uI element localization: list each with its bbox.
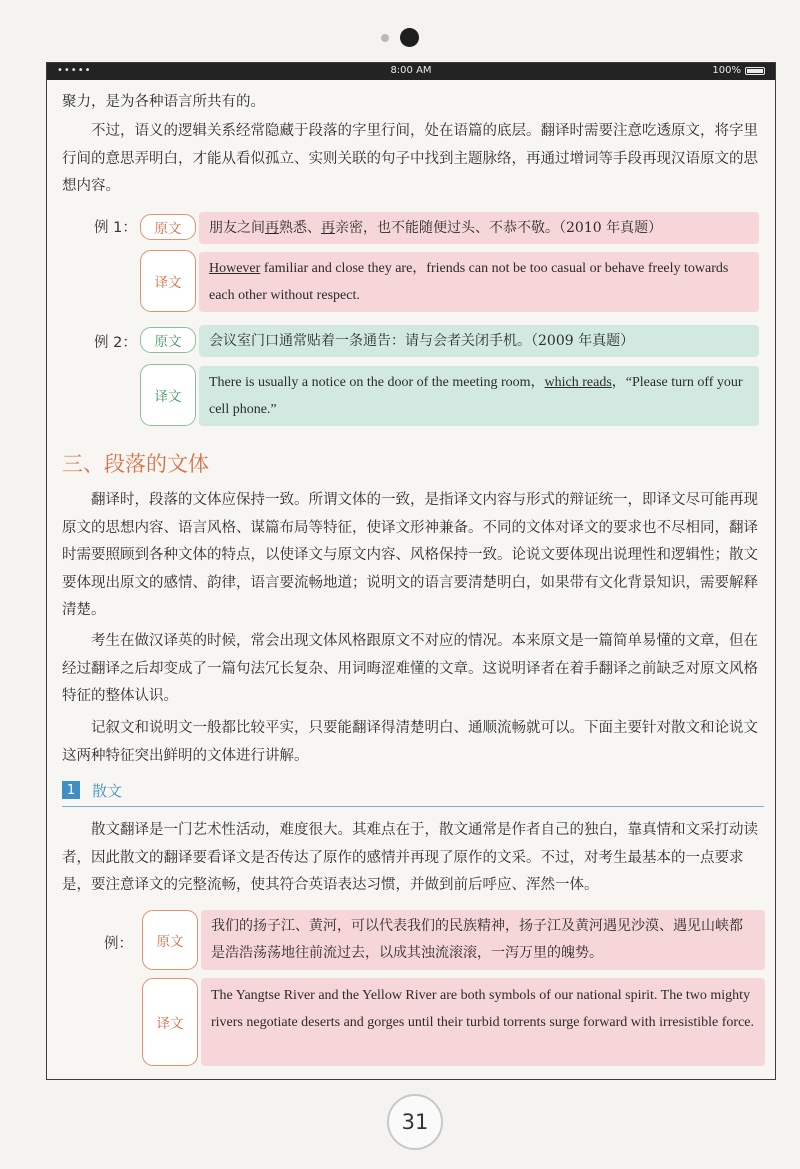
example-3-translation-box xyxy=(201,978,765,1066)
example-3-source-text: 我们的扬子江、黄河，可以代表我们的民族精神，扬子江及黄河遇见沙漠、遇见山峡都是浩浩荡荡地往前流过去，以成其浊流滚滚，一泻万里的魄势。 xyxy=(211,918,743,961)
subsection-title: 散文 xyxy=(92,782,123,800)
example-2-label: 例 2： xyxy=(94,335,137,351)
paragraph-3: 翻译时，段落的文体应保持一致。所谓文体的一致，是指译文内容与形式的辩证统一，即译文尽可能再现原文的思想内容、语言风格、谋篇布局等特征，使译文形神兼备。不同的文体对译文的要求也不尽相同，翻译时需要照顾到各种文体的特点，以使译文与原文内容、风格保持一致。论说文要体现出说理性和逻辑性；散文要体现出原文的感情、韵律，语言要流畅地道；说明文的语言要清楚明白，如果带有文化背景知识，需要解释清楚。 xyxy=(62,492,758,618)
example-1-source-text: 朋友之间再熟悉、再亲密，也不能随便过头、不恭不敬。（2010 年真题） xyxy=(209,219,663,236)
example-2-source-box xyxy=(199,325,759,357)
paragraph-1: 聚力，是为各种语言所共有的。 xyxy=(62,94,265,110)
example-3-source-tag: 原文 xyxy=(142,910,198,970)
battery-percent: 100% xyxy=(712,65,741,76)
example-2-translation-box xyxy=(199,366,759,426)
example-1-source-box xyxy=(199,212,759,244)
subsection-header xyxy=(62,778,764,807)
example-2-source-tag: 原文 xyxy=(140,327,196,353)
example-1-translation-box xyxy=(199,252,759,312)
battery-indicator xyxy=(712,65,765,76)
example-2-translation-tag: 译文 xyxy=(140,364,196,426)
example-1-translation-tag: 译文 xyxy=(140,250,196,312)
example-1-translation-text: However familiar and close they are，friends can not be too casual or behave freely towards each other without respect. xyxy=(209,261,729,303)
example-1-label: 例 1： xyxy=(94,220,137,236)
example-3-translation-tag: 译文 xyxy=(142,978,198,1066)
paragraph-4: 考生在做汉译英的时候，常会出现文体风格跟原文不对应的情况。本来原文是一篇简单易懂的文章，但在经过翻译之后却变成了一篇句法冗长复杂、用词晦涩难懂的文章。这说明译者在着手翻译之前缺乏对原文风格特征的整体认识。 xyxy=(62,633,758,704)
paragraph-2: 不过，语义的逻辑关系经常隐藏于段落的字里行间，处在语篇的底层。翻译时需要注意吃透原文，将字里行间的意思弄明白，才能从看似孤立、实则关联的句子中找到主题脉络，再通过增词等手段再现汉语原文的思想内容。 xyxy=(62,123,758,194)
battery-icon xyxy=(745,67,765,75)
example-2-source-text: 会议室门口通常贴着一条通告：请与会者关闭手机。（2009 年真题） xyxy=(209,332,635,349)
device-camera-area xyxy=(0,28,800,48)
signal-icon: ••••• xyxy=(57,65,92,76)
example-2-translation-text: There is usually a notice on the door of the meeting room，which reads，“Please turn off your cell phone.” xyxy=(209,375,743,417)
page-number: 31 xyxy=(387,1094,443,1150)
paragraph-5: 记叙文和说明文一般都比较平实，只要能翻译得清楚明白、通顺流畅就可以。下面主要针对散文和论说文这两种特征突出鲜明的文体进行讲解。 xyxy=(62,720,758,764)
status-time: 8:00 AM xyxy=(390,65,432,76)
camera-lens xyxy=(400,28,419,47)
example-3-translation-text: The Yangtse River and the Yellow River are both symbols of our national spirit. The two mighty rivers negotiate deserts and gorges until their turbid torrents surge forward with irresistible force. xyxy=(211,988,754,1030)
paragraph-6: 散文翻译是一门艺术性活动，难度很大。其难点在于，散文通常是作者自己的独白，靠真情和文采打动读者，因此散文的翻译要看译文是否传达了原作的感情并再现了原作的文采。不过，对考生最基本的一点要求是，要注意译文的完整流畅，使其符合英语表达习惯，并做到前后呼应、浑然一体。 xyxy=(62,822,758,893)
status-bar xyxy=(47,63,775,80)
example-3-source-box xyxy=(201,910,765,970)
example-1-source-tag: 原文 xyxy=(140,214,196,240)
example-3-label: 例： xyxy=(104,936,133,952)
section-heading: 三、段落的文体 xyxy=(62,452,209,476)
subsection-number: 1 xyxy=(62,781,80,799)
sensor-dot xyxy=(381,34,389,42)
